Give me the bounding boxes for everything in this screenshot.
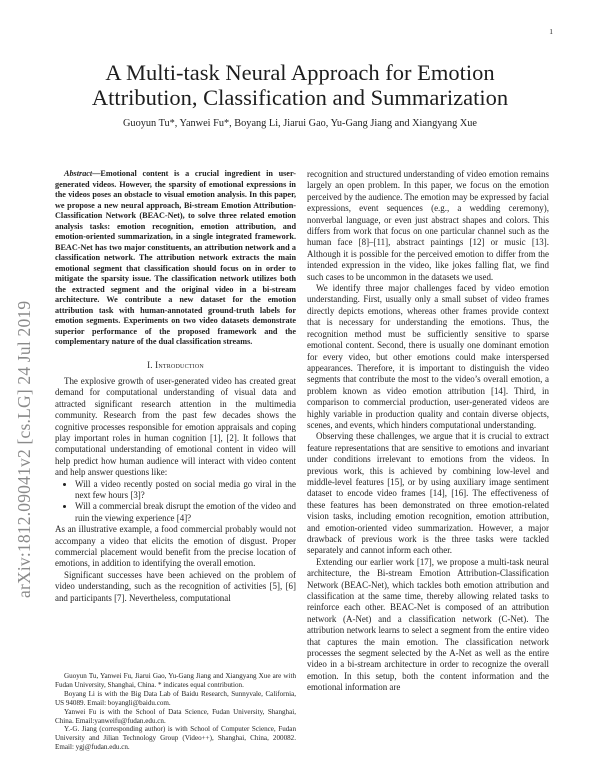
footnote: Guoyun Tu, Yanwei Fu, Jiarui Gao, Yu-Gang Jiang and Xiangyang Xue are with Fudan University, Shanghai, China. * indicates equal contribution. [55, 672, 296, 689]
page-number: 1 [549, 27, 553, 36]
title-line-2: Attribution, Classification and Summarization [91, 85, 509, 110]
list-item: • Will a video recently posted on social media go viral in the next few hours [3]? [75, 479, 296, 502]
author-list: Guoyun Tu*, Yanwei Fu*, Boyang Li, Jiarui Gao, Yu-Gang Jiang and Xiangyang Xue [123, 118, 477, 129]
abstract-body: —Emotional content is a crucial ingredient in user-generated videos. However, the sparsity of emotional expressions in the videos poses an obstacle to visual emotion analysis. In this paper, we propose a new neural approach, Bi-stream Emotion Attribution-Classification Network (BEAC-Net), to solve three related emotion analysis tasks: emotion recognition, emotion attribution, and emotion-oriented summarization, in a single integrated framework. BEAC-Net has two major constituents, an attribution network and a classification network. The attribution network extracts the main emotional segment that classification should focus on in order to mitigate the sparsity issue. The classification network utilizes both the extracted segment and the original video in a bi-stream architecture. We contribute a new dataset for the emotion attribution task with human-annotated ground-truth labels for emotion segments. Experiments on two video datasets demonstrate superior performance of the proposed framework and the complementary nature of the dual classification streams. [55, 169, 296, 346]
paper-title [40, 60, 560, 110]
intro-paragraph-3: Significant successes have been achieved on the problem of video understanding, such as the recognition of activities [5], [6] and participants [7]. Nevertheless, computational [55, 569, 296, 603]
footnote: Y.-G. Jiang (corresponding author) is with School of Computer Science, Fudan University and Jilian Technology Group (Video++), Shanghai, China, 200082. Email: ygj@fudan.edu.cn. [55, 725, 296, 752]
abstract [55, 169, 296, 348]
arxiv-stamp: arXiv:1812.09041v2 [cs.LG] 24 Jul 2019 [14, 300, 34, 598]
question-list [55, 479, 296, 525]
list-item: • Will a commercial break disrupt the emotion of the video and ruin the viewing experience [4]? [75, 501, 296, 524]
intro-paragraph-1: The explosive growth of user-generated video has created great demand for computational understanding of visual data and attracted significant research attention in the multimedia community. Research from the past few decades shows the cognitive processes responsible for emotion appraisals and coping play important roles in human cognition [1], [2]. It follows that computational understanding of emotional content in video will help predict how human audience will interact with video content and help answer questions like: [55, 375, 296, 478]
abstract-label: Abstract [64, 169, 93, 178]
footnotes [55, 672, 296, 752]
body-paragraph: Extending our earlier work [17], we propose a multi-task neural architecture, the Bi-stream Emotion Attribution-Classification Network (BEAC-Net), which tackles both emotion attribution and classification at the same time, thereby allowing related tasks to reinforce each other. BEAC-Net is composed of an attribution network (A-Net) and a classification network (C-Net). The attribution network learns to select a segment from the entire video that captures the main emotion. The classification network processes the segment selected by the A-Net as well as the entire video in a bi-stream architecture in order to recognize the overall emotion. In this setup, both the content information and the emotional information are [307, 556, 549, 693]
body-paragraph: Observing these challenges, we argue that it is crucial to extract feature representations that are sensitive to emotions and invariant under conditions irrelevant to emotions from the videos. In previous work, this is achieved by combining low-level and middle-level features [15], or by using auxiliary image sentiment dataset to encode video frames [14], [16]. The effectiveness of these features has been demonstrated on three emotion-related vision tasks, including emotion recognition, emotion attribution, and emotion-oriented video summarization. However, a major drawback of previous work is the three tasks were tackled separately and cannot inform each other. [307, 431, 549, 556]
footnote: Yanwei Fu is with the School of Data Science, Fudan University, Shanghai, China. Email:yanweifu@fudan.edu.cn. [55, 707, 296, 725]
left-column [55, 169, 296, 604]
body-paragraph: We identify three major challenges faced by video emotion understanding. First, usually only a small subset of video frames directly depicts emotions, whereas other frames provide context that is necessary for understanding the emotions. Thus, the recognition method must be sufficiently sensitive to sparse emotional content. Second, there is usually one dominant emotion for every video, but other emotions could make interspersed appearances. Therefore, it is important to distinguish the video segments that contribute the most to the video’s overall emotion, a problem known as video emotion attribution [14]. Third, in comparison to commercial production, user-generated videos are highly variable in production quality and contain diverse objects, scenes, and events, which hinders computational understanding. [307, 283, 549, 430]
footnote: Boyang Li is with the Big Data Lab of Baidu Research, Sunnyvale, California, US 94089. Email: boyangli@baidu.com. [55, 689, 296, 707]
intro-paragraph-2: As an illustrative example, a food commercial probably would not accompany a video that elicits the emotion of disgust. Proper commercial placement would benefit from the precise location of emotions, in addition to identifying the overall emotion. [55, 524, 296, 569]
title-line-1: A Multi-task Neural Approach for Emotion [105, 60, 495, 85]
body-paragraph: recognition and structured understanding of video emotion remains largely an open problem. In this paper, we focus on the emotion perceived by the audience. The emotion may be expressed by facial expressions, event sequences (e.g., a wedding ceremony), nonverbal language, or even just abstract shapes and colors. This differs from work that focus on one particular channel such as the human face [8]–[11], abstract paintings [12] or music [13]. Although it is possible for the perceived emotion to differ from the intended expression in the video, like jokes falling flat, we find such cases to be uncommon in the datasets we used. [307, 169, 549, 282]
right-column [307, 169, 549, 694]
section-heading: I. Introduction [147, 359, 204, 370]
